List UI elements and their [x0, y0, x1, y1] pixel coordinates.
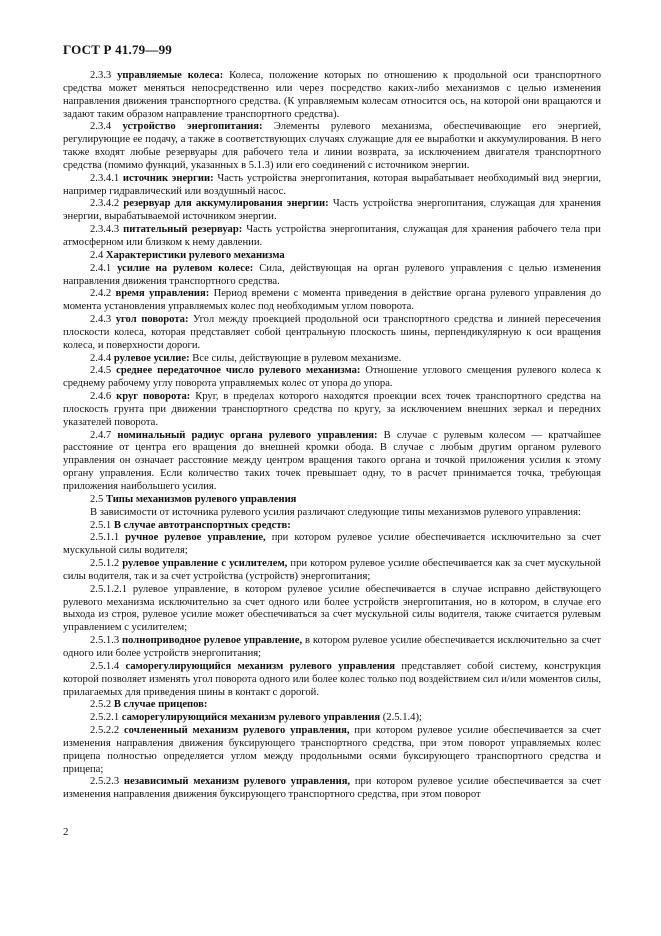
defined-term: полноприводное рулевое управление, — [122, 635, 303, 647]
defined-term: саморегулирующийся механизм рулевого управления — [125, 660, 395, 672]
paragraph-text: Колеса, положение которых по отношению к продольной оси транспортного средства может меняться непосредственно или через посредство каких-либо механизмов с целью изменения направления движения транспортного средства. (К управляемым колесам относится ось, на которой они вращаются и задают таким образом направление транспортного средства). — [63, 70, 602, 120]
clause-number: 2.4.1 — [90, 262, 112, 274]
paragraph — [63, 520, 601, 533]
defined-term: сочлененный механизм рулевого управления, — [123, 725, 350, 737]
clause-number: 2.4.2 — [90, 288, 112, 300]
clause-number: 2.4.3 — [90, 314, 112, 326]
paragraph-text: Часть устройства энергопитания, служащая для хранения рабочего тела при атмосферном или близком к нему давлении. — [63, 224, 601, 248]
paragraph-text: Все силы, действующие в рулевом механизме. — [192, 352, 402, 364]
clause-number: 2.3.4.1 — [90, 172, 120, 184]
paragraph-text: Период времени с момента приведения в действие органа рулевого управления до момента установления управляемых колес под необходимым углом поворота. — [63, 288, 601, 313]
clause-number: 2.5.1.4 — [90, 660, 120, 672]
defined-term: В случае автотранспортных средств: — [113, 519, 291, 531]
paragraph — [63, 584, 601, 635]
clause-number: 2.5.1.3 — [90, 635, 120, 647]
paragraph — [63, 391, 601, 430]
paragraph — [63, 430, 601, 494]
paragraph — [63, 263, 601, 289]
clause-number: 2.4 — [90, 249, 104, 261]
clause-number: 2.5.2.2 — [90, 725, 120, 737]
paragraph-text: Сила, действующая на орган рулевого управления с целью изменения направления движения транспортного средства. — [63, 262, 601, 287]
paragraph — [63, 198, 601, 224]
defined-term: питательный резервуар: — [123, 224, 243, 236]
paragraph-text: Отношение углового смещения рулевого колеса к среднему рабочему углу поворота управляемых колес от упора до упора. — [63, 365, 602, 390]
paragraph-text: при котором рулевое усилие обеспечивается как за счет мускульной силы водителя, так и за счет устройства (устройств) энергопитания; — [63, 558, 601, 582]
defined-term: угол поворота: — [115, 314, 189, 326]
paragraph — [63, 70, 601, 121]
paragraph-text: рулевое управление, в котором рулевое усилие обеспечивается в случае исправно действующего рулевого механизма исключительно за счет одного или более устройств энергопитания, но в котором, в случае его выхода из строя, рулевое усилие может обеспечиваться за счет мускульной силы водителя, также считается рулевым управлением с усилителем; — [63, 583, 601, 634]
paragraph — [63, 712, 601, 725]
paragraph — [63, 494, 601, 507]
paragraph — [63, 353, 601, 366]
clause-number: 2.3.4.3 — [90, 224, 120, 236]
paragraph-text: Элементы рулевого механизма, обеспечивающие его энергией, регулирующие ее подачу, а также в соответствующих случаях служащие для ее выработки и аккумулирования. В него также входят любые резервуары для рабочего тела и линии возврата, за исключением двигателя транспортного средства (помимо функций, указанных в 5.1.3) или его соединений с источником энергии. — [63, 121, 601, 171]
clause-number: 2.5.1.2 — [90, 558, 120, 570]
paragraph — [63, 532, 601, 558]
paragraph-text: при котором рулевое усилие обеспечивается исключительно за счет мускульной силы водителя; — [63, 532, 602, 557]
paragraph — [63, 314, 601, 353]
defined-term: номинальный радиус органа рулевого управления: — [117, 429, 378, 441]
clause-number: 2.3.3 — [90, 70, 112, 81]
paragraph — [63, 635, 601, 661]
defined-term: управляемые колеса: — [117, 70, 224, 81]
defined-term: круг поворота: — [116, 391, 191, 403]
paragraph-text: Круг, в пределах которого находятся проекции всех точек транспортного средства на плоскость грунта при движении транспортного средства по кругу, за исключением внешних зеркал и передних указателей поворота. — [63, 391, 601, 428]
clause-number: 2.5 — [90, 493, 104, 505]
paragraph-text: Угол между проекцией продольной оси транспортного средства и линией пересечения плоскости колеса, которая представляет собой центральную плоскость шины, перпендикулярную к оси вращения колеса, и поверхности дороги. — [63, 314, 601, 351]
paragraph — [63, 507, 601, 520]
document-body — [63, 70, 601, 802]
paragraph — [63, 661, 601, 700]
paragraph-text: при котором рулевое усилие обеспечивается за счет изменения направления движения буксирующего транспортного средства, при этом поворот управляемых колес прицепа полностью определяется углом между продольными осями буксирующего транспортного средства и прицепа; — [63, 725, 601, 775]
clause-number: 2.5.2 — [90, 699, 112, 711]
paragraph — [63, 250, 601, 263]
defined-term: Типы механизмов рулевого управления — [105, 493, 297, 505]
clause-number: 2.5.1 — [90, 519, 112, 531]
defined-term: ручное рулевое управление, — [125, 532, 266, 544]
paragraph-text: В зависимости от источника рулевого усилия различают следующие типы механизмов рулевого управления: — [90, 506, 581, 518]
paragraph-text: (2.5.1.4); — [382, 712, 422, 724]
clause-number: 2.4.4 — [90, 352, 112, 364]
clause-number: 2.3.4 — [90, 121, 112, 133]
paragraph — [63, 365, 601, 391]
defined-term: время управления: — [115, 288, 210, 300]
defined-term: саморегулирующийся механизм рулевого управления — [121, 712, 381, 724]
page-number: 2 — [63, 826, 69, 838]
defined-term: усилие на рулевом колесе: — [117, 262, 254, 274]
clause-number: 2.5.2.1 — [90, 712, 120, 724]
paragraph — [63, 776, 601, 802]
clause-number: 2.5.1.1 — [90, 532, 120, 544]
clause-number: 2.3.4.2 — [90, 198, 120, 210]
clause-number: 2.5.2.3 — [90, 776, 120, 788]
clause-number: 2.4.7 — [90, 429, 112, 441]
document-header: ГОСТ Р 41.79—99 — [63, 42, 172, 57]
clause-number: 2.4.6 — [90, 391, 112, 403]
paragraph-text: Часть устройства энергопитания, служащая для хранения энергии, вырабатываемой источником энергии. — [63, 198, 602, 223]
paragraph — [63, 725, 601, 776]
paragraph — [63, 558, 601, 584]
paragraph — [63, 121, 601, 172]
paragraph-text: Часть устройства энергопитания, которая вырабатывает необходимый вид энергии, например гидравлический или воздушный насос. — [63, 172, 602, 197]
paragraph — [63, 699, 601, 712]
paragraph-text: В случае с рулевым колесом — кратчайшее расстояние от центра его вращения до внешней кромки обода. В случае с любым другим органом рулевого управления он означает расстояние между центром вращения такого органа и точкой приложения усилия к этому органу управления. Если количество таких точек превышает одну, то в расчет принимается точка, требующая приложения наибольшего усилия. — [63, 429, 601, 492]
clause-number: 2.5.1.2.1 — [90, 583, 128, 595]
defined-term: резервуар для аккумулирования энергии: — [123, 198, 329, 210]
paragraph-text: при котором рулевое усилие обеспечивается за счет изменения направления движения буксирующего транспортного средства, при этом поворот — [63, 776, 601, 801]
defined-term: независимый механизм рулевого управления, — [123, 776, 351, 788]
paragraph — [63, 173, 601, 199]
paragraph — [63, 224, 601, 250]
defined-term: среднее передаточное число рулевого механизма: — [116, 365, 361, 377]
defined-term: устройство энергопитания: — [122, 121, 263, 133]
defined-term: Характеристики рулевого механизма — [105, 249, 285, 261]
defined-term: источник энергии: — [122, 172, 214, 184]
paragraph — [63, 288, 601, 314]
defined-term: В случае прицепов: — [113, 699, 208, 711]
clause-number: 2.4.5 — [90, 365, 112, 377]
defined-term: рулевое управление с усилителем, — [122, 558, 288, 570]
paragraph-text: представляет собой систему, конструкция которой позволяет изменять угол поворота одного или более колес только под воздействием сил и/или моментов силы, прилагаемых для приведения шины в контакт с дорогой. — [63, 660, 602, 698]
defined-term: рулевое усилие: — [113, 352, 190, 364]
paragraph-text: в котором рулевое усилие обеспечивается исключительно за счет одного или более устройств энергопитания; — [63, 635, 601, 659]
